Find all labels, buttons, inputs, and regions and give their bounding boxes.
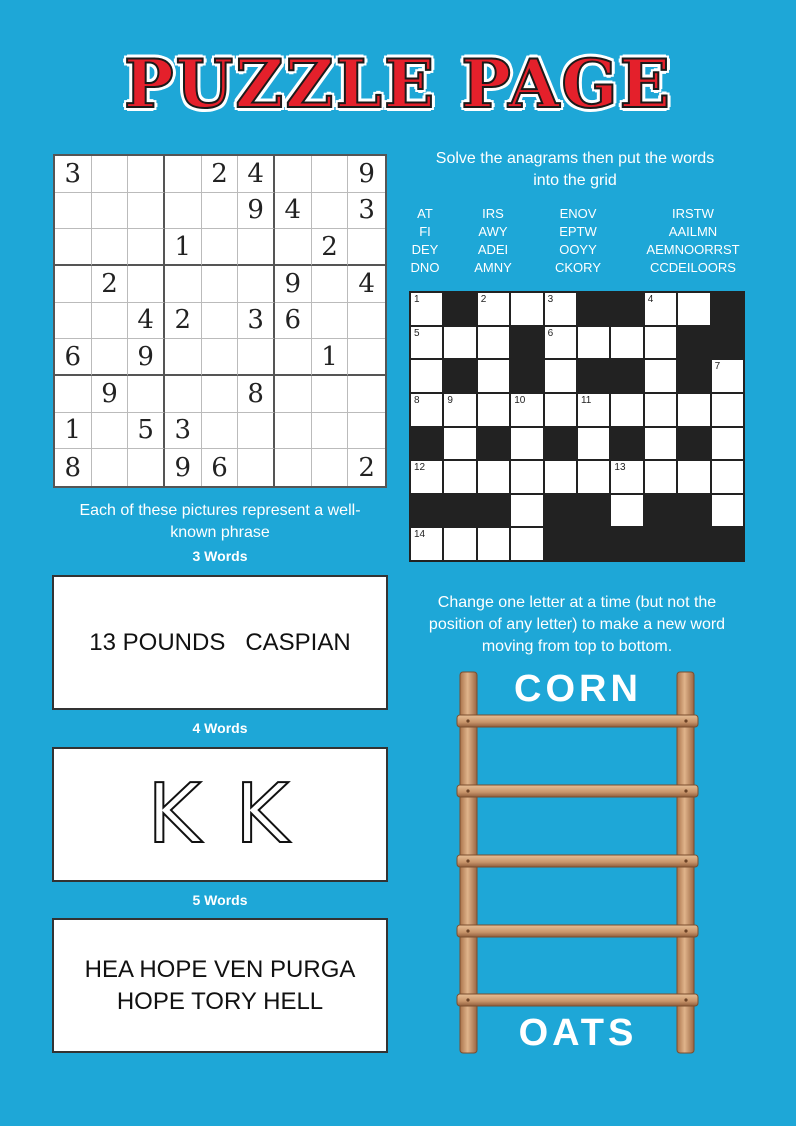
crossword-cell [478, 360, 509, 392]
crossword-clue-number: 7 [714, 361, 721, 373]
sudoku-cell [165, 156, 202, 193]
crossword-cell [545, 327, 576, 359]
crossword-cell [545, 360, 576, 392]
sudoku-cell [348, 413, 385, 450]
sudoku-cell: 4 [238, 156, 275, 193]
crossword-cell [444, 394, 475, 426]
ladder-graphic [455, 670, 700, 1055]
sudoku-cell [348, 229, 385, 266]
sudoku-cell [202, 229, 239, 266]
crossword-clue-number: 3 [547, 294, 554, 305]
sudoku-cell [165, 266, 202, 303]
sudoku-cell [312, 303, 349, 340]
sudoku-cell: 6 [275, 303, 312, 340]
sudoku-cell [165, 376, 202, 413]
sudoku-cell: 3 [165, 413, 202, 450]
crossword-black-cell [611, 428, 642, 460]
sudoku-cell: 2 [165, 303, 202, 340]
sudoku-cell: 8 [238, 376, 275, 413]
ladder-top-word: CORN [514, 668, 642, 710]
crossword-cell [645, 293, 676, 325]
anagram-instruction: Solve the anagrams then put the words into the grid [435, 150, 715, 189]
crossword-cell [645, 461, 676, 493]
crossword-cell [511, 428, 542, 460]
words-label-1: 3 Words [192, 548, 248, 564]
sudoku-cell [92, 339, 129, 376]
crossword-cell [712, 394, 743, 426]
sudoku-cell: 1 [312, 339, 349, 376]
anagram-word: DEY [411, 242, 439, 257]
crossword-clue-number: 6 [547, 327, 554, 339]
crossword-cell [511, 394, 542, 426]
anagram-column-4 [638, 205, 748, 277]
anagram-word: AEMNOORRST [646, 242, 740, 257]
sudoku-cell: 2 [312, 229, 349, 266]
crossword-cell [411, 461, 442, 493]
crossword-black-cell [545, 528, 576, 560]
sudoku-cell [92, 449, 129, 486]
picture-text-3: HEA HOPE VEN PURGA HOPE TORY HELL [84, 955, 356, 1015]
crossword-black-cell [444, 360, 475, 392]
sudoku-cell [55, 193, 92, 230]
crossword-black-cell [678, 360, 709, 392]
crossword-cell [478, 528, 509, 560]
crossword-cell [578, 394, 609, 426]
crossword-black-cell [611, 360, 642, 392]
sudoku-cell: 2 [92, 266, 129, 303]
anagram-word: IRSTW [672, 206, 714, 221]
sudoku-cell [275, 413, 312, 450]
sudoku-cell: 2 [202, 156, 239, 193]
sudoku-cell [348, 339, 385, 376]
crossword-black-cell [712, 293, 743, 325]
anagram-column-2 [468, 205, 518, 277]
sudoku-cell [202, 193, 239, 230]
crossword-black-cell [511, 360, 542, 392]
sudoku-cell: 9 [165, 449, 202, 486]
anagram-word: ENOV [559, 206, 597, 221]
crossword-cell [511, 495, 542, 527]
sudoku-cell [275, 156, 312, 193]
crossword-cell [444, 528, 475, 560]
crossword-cell [444, 428, 475, 460]
sudoku-cell [238, 413, 275, 450]
sudoku-cell [312, 449, 349, 486]
pictures-caption: Each of these pictures represent a well-known phrase [79, 502, 361, 541]
sudoku-cell [55, 376, 92, 413]
sudoku-cell [128, 229, 165, 266]
sudoku-cell [202, 266, 239, 303]
anagram-word: FI [419, 224, 431, 239]
sudoku-cell [165, 193, 202, 230]
crossword-cell [578, 428, 609, 460]
crossword-cell [645, 327, 676, 359]
sudoku-cell: 3 [238, 303, 275, 340]
crossword-cell [411, 394, 442, 426]
sudoku-cell [275, 339, 312, 376]
crossword-black-cell [444, 293, 475, 325]
crossword-black-cell [645, 528, 676, 560]
sudoku-cell: 4 [348, 266, 385, 303]
sudoku-cell: 9 [128, 339, 165, 376]
sudoku-cell [312, 413, 349, 450]
picture-box-1 [52, 575, 388, 710]
sudoku-cell: 9 [238, 193, 275, 230]
crossword-cell [611, 461, 642, 493]
crossword-black-cell [545, 428, 576, 460]
sudoku-cell [348, 376, 385, 413]
crossword-cell [645, 360, 676, 392]
crossword-cell [545, 394, 576, 426]
crossword-black-cell [645, 495, 676, 527]
crossword-cell [444, 327, 475, 359]
anagram-column-3 [545, 205, 611, 277]
crossword-clue-number: 2 [480, 294, 487, 305]
sudoku-cell: 3 [348, 193, 385, 230]
crossword-cell [611, 495, 642, 527]
crossword-black-cell [678, 428, 709, 460]
anagram-word: DNO [410, 260, 440, 275]
sudoku-cell [275, 376, 312, 413]
crossword-clue-number: 11 [580, 394, 592, 406]
crossword-cell [511, 528, 542, 560]
crossword-cell [712, 428, 743, 460]
sudoku-cell: 2 [358, 452, 375, 483]
crossword-black-cell [678, 327, 709, 359]
crossword-black-cell [411, 428, 442, 460]
sudoku-cell: 9 [92, 376, 129, 413]
sudoku-cell [128, 449, 165, 486]
crossword-cell [478, 327, 509, 359]
sudoku-cell [348, 303, 385, 340]
sudoku-cell: 1 [55, 413, 92, 450]
crossword-cell [411, 528, 442, 560]
crossword-black-cell [712, 528, 743, 560]
sudoku-cell [128, 156, 165, 193]
crossword-black-cell [411, 495, 442, 527]
crossword-black-cell [611, 293, 642, 325]
sudoku-cell [128, 193, 165, 230]
crossword-cell [444, 461, 475, 493]
crossword-cell [545, 461, 576, 493]
crossword-black-cell [444, 495, 475, 527]
anagram-word: ADEI [477, 242, 509, 257]
sudoku-cell [202, 339, 239, 376]
crossword-cell [678, 293, 709, 325]
anagram-word: AT [417, 206, 433, 221]
sudoku-cell [92, 303, 129, 340]
sudoku-cell: 4 [128, 303, 165, 340]
sudoku-cell [202, 413, 239, 450]
sudoku-cell [238, 229, 275, 266]
crossword-black-cell [578, 293, 609, 325]
crossword-grid [409, 291, 745, 562]
sudoku-cell [238, 266, 275, 303]
crossword-cell [712, 495, 743, 527]
sudoku-cell [275, 449, 312, 486]
crossword-cell [478, 293, 509, 325]
crossword-clue-number: 4 [647, 294, 654, 305]
crossword-black-cell [578, 360, 609, 392]
crossword-cell [478, 461, 509, 493]
sudoku-cell [275, 229, 312, 266]
anagram-word: AMNY [474, 260, 512, 275]
sudoku-cell [312, 266, 349, 303]
sudoku-cell [238, 339, 275, 376]
crossword-black-cell [611, 528, 642, 560]
sudoku-cell [202, 303, 239, 340]
crossword-cell [578, 327, 609, 359]
anagram-list [390, 205, 770, 277]
crossword-clue-number: 10 [514, 394, 526, 406]
picture-box-3 [52, 918, 388, 1053]
crossword-cell [511, 293, 542, 325]
crossword-black-cell [578, 528, 609, 560]
sudoku-cell [312, 193, 349, 230]
crossword-cell [712, 360, 743, 392]
ladder-instruction: Change one letter at a time (but not the position of any letter) to make a new word moving from top to bottom. [428, 594, 726, 655]
sudoku-cell [92, 156, 129, 193]
anagram-word: AAILMN [668, 224, 718, 239]
sudoku-cell [55, 229, 92, 266]
picture-text-2: K K [147, 767, 293, 862]
crossword-cell [411, 327, 442, 359]
crossword-clue-number: 12 [414, 462, 426, 474]
crossword-cell [511, 461, 542, 493]
crossword-clue-number: 5 [414, 327, 420, 339]
sudoku-cell: 1 [165, 229, 202, 266]
crossword-black-cell [545, 495, 576, 527]
sudoku-cell: 9 [348, 156, 385, 193]
crossword-cell [712, 461, 743, 493]
crossword-black-cell [511, 327, 542, 359]
sudoku-grid [53, 154, 387, 488]
anagram-word: EPTW [559, 224, 597, 239]
picture-text-1: 13 POUNDS CASPIAN [89, 628, 351, 656]
sudoku-cell [312, 156, 349, 193]
anagram-word: AWY [478, 224, 508, 239]
sudoku-cell: 9 [275, 266, 312, 303]
sudoku-cell [55, 266, 92, 303]
page-title: PUZZLE PAGE [124, 45, 672, 123]
crossword-cell [678, 394, 709, 426]
ladder-bottom-word: OATS [518, 1012, 638, 1054]
sudoku-cell: 6 [202, 449, 239, 486]
anagram-word: OOYY [559, 242, 597, 257]
sudoku-cell [202, 376, 239, 413]
sudoku-cell [92, 229, 129, 266]
sudoku-cell [238, 449, 275, 486]
words-label-3: 5 Words [192, 892, 248, 908]
sudoku-cell: 3 [55, 156, 92, 193]
crossword-clue-number: 13 [614, 462, 626, 474]
sudoku-cell [312, 376, 349, 413]
sudoku-cell [92, 193, 129, 230]
sudoku-cell: 8 [55, 449, 92, 486]
crossword-cell [611, 327, 642, 359]
crossword-black-cell [678, 495, 709, 527]
sudoku-cell [128, 376, 165, 413]
sudoku-cell [128, 266, 165, 303]
crossword-cell [578, 461, 609, 493]
sudoku-cell: 6 [55, 339, 92, 376]
sudoku-cell [55, 303, 92, 340]
anagram-word: IRS [482, 206, 504, 221]
picture-box-2 [52, 747, 388, 882]
crossword-cell [411, 360, 442, 392]
crossword-clue-number: 8 [414, 394, 420, 406]
crossword-black-cell [578, 495, 609, 527]
crossword-cell [478, 394, 509, 426]
crossword-black-cell [478, 495, 509, 527]
crossword-cell [678, 461, 709, 493]
crossword-clue-number: 14 [414, 529, 426, 541]
crossword-cell [411, 293, 442, 325]
sudoku-cell: 4 [275, 193, 312, 230]
crossword-clue-number: 1 [414, 294, 420, 305]
crossword-clue-number: 9 [447, 394, 453, 406]
crossword-cell [545, 293, 576, 325]
crossword-black-cell [478, 428, 509, 460]
crossword-cell [611, 394, 642, 426]
sudoku-cell [165, 339, 202, 376]
crossword-cell [645, 394, 676, 426]
crossword-black-cell [712, 327, 743, 359]
crossword-black-cell [678, 528, 709, 560]
words-label-2: 4 Words [192, 720, 248, 736]
crossword-cell [645, 428, 676, 460]
anagram-word: CCDEILOORS [650, 260, 736, 275]
anagram-word: CKORY [555, 260, 601, 275]
sudoku-cell [92, 413, 129, 450]
sudoku-cell: 5 [128, 413, 165, 450]
anagram-column-1 [400, 205, 450, 277]
